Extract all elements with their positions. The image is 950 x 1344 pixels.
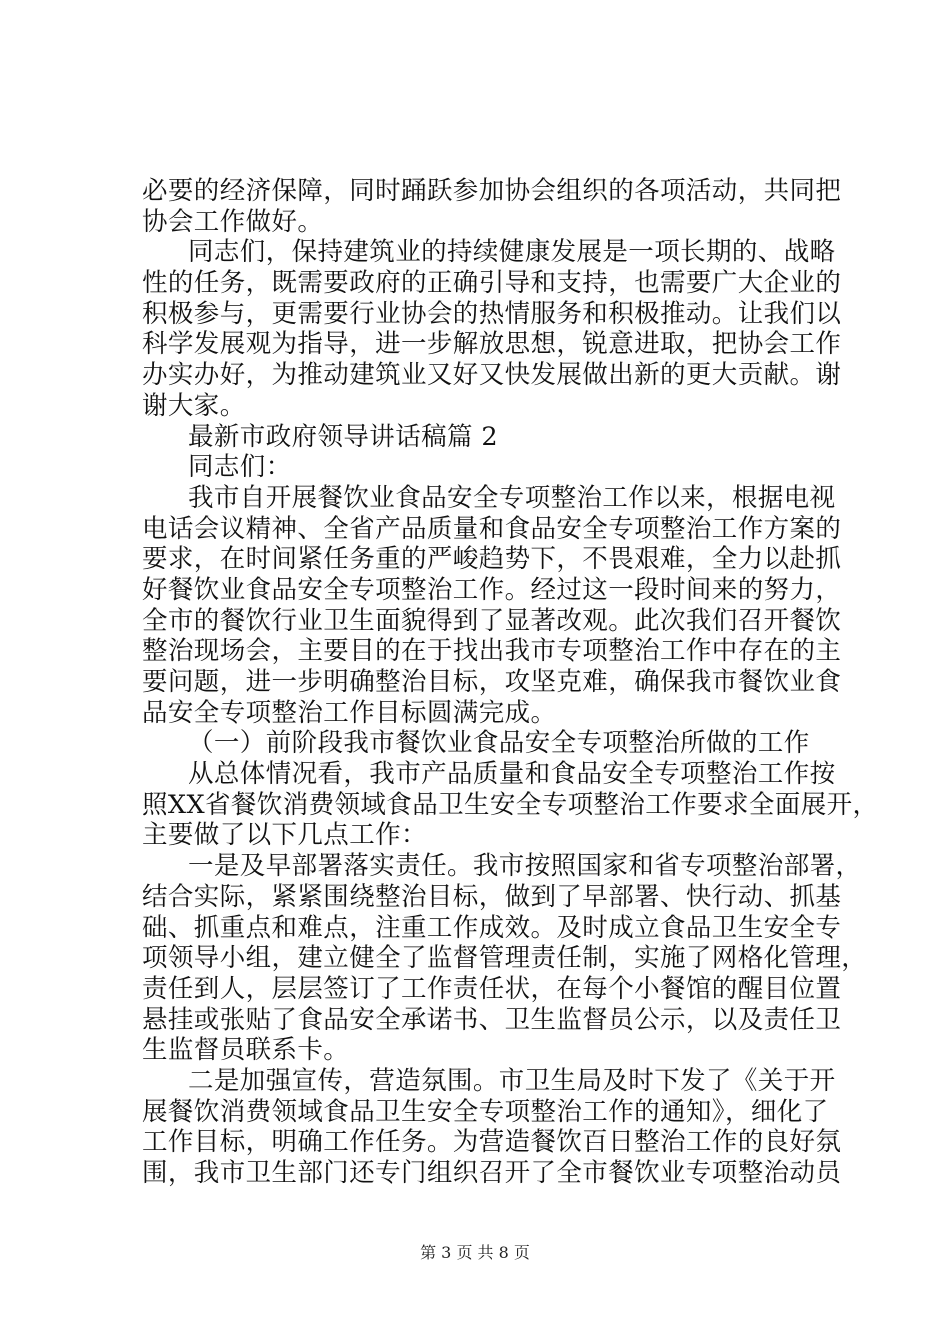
text-line: （一）前阶段我市餐饮业食品安全专项整治所做的工作 — [188, 728, 810, 759]
text-line: 主要做了以下几点工作： — [142, 820, 427, 851]
text-line: 要问题，进一步明确整治目标，攻坚克难，确保我市餐饮业食 — [142, 667, 842, 697]
text-line: 一是及早部署落实责任。我市按照国家和省专项整治部署， — [188, 851, 862, 882]
text-line: 照XX省餐饮消费领域食品卫生安全专项整治工作要求全面展开， — [142, 789, 879, 820]
text-line: 电话会议精神、全省产品质量和食品安全专项整治工作方案的 — [142, 513, 842, 544]
text-line: 础、抓重点和难点，注重工作成效。及时成立食品卫生安全专 — [142, 912, 842, 943]
text-line: 品安全专项整治工作目标圆满完成。 — [142, 697, 557, 728]
text-line: 性的任务，既需要政府的正确引导和支持，也需要广大企业的 — [142, 268, 842, 299]
text-line: 必要的经济保障，同时踊跃参加协会组织的各项活动，共同把 — [142, 176, 842, 206]
text-line: 围，我市卫生部门还专门组织召开了全市餐饮业专项整治动员 — [142, 1158, 842, 1188]
text-line: 项领导小组，建立健全了监督管理责任制，实施了网格化管理， — [142, 943, 868, 974]
text-line: 同志们： — [188, 452, 292, 483]
text-line: 工作目标，明确工作任务。为营造餐饮百日整治工作的良好氛 — [142, 1127, 842, 1158]
text-line: 好餐饮业食品安全专项整治工作。经过这一段时间来的努力， — [142, 574, 842, 605]
text-line: 整治现场会，主要目的在于找出我市专项整治工作中存在的主 — [142, 636, 842, 667]
text-line: 积极参与，更需要行业协会的热情服务和积极推动。让我们以 — [142, 298, 842, 329]
page-footer: 第 3 页 共 8 页 — [420, 1243, 530, 1262]
text-line: 二是加强宣传，营造氛围。市卫生局及时下发了《关于开 — [188, 1065, 836, 1096]
text-line: 从总体情况看，我市产品质量和食品安全专项整治工作按 — [188, 759, 836, 790]
text-line: 谢大家。 — [142, 390, 246, 421]
text-line: 协会工作做好。 — [142, 206, 324, 237]
text-line: 结合实际，紧紧围绕整治目标，做到了早部署、快行动、抓基 — [142, 881, 842, 912]
text-line: 悬挂或张贴了食品安全承诺书、卫生监督员公示，以及责任卫 — [142, 1004, 842, 1035]
text-line: 科学发展观为指导，进一步解放思想，锐意进取，把协会工作 — [142, 329, 842, 360]
text-line: 我市自开展餐饮业食品安全专项整治工作以来，根据电视 — [188, 482, 836, 513]
text-line: 同志们，保持建筑业的持续健康发展是一项长期的、战略 — [188, 237, 836, 268]
text-line: 展餐饮消费领域食品卫生安全专项整治工作的通知》，细化了 — [142, 1096, 829, 1127]
text-line: 全市的餐饮行业卫生面貌得到了显著改观。此次我们召开餐饮 — [142, 605, 842, 636]
text-line: 办实办好，为推动建筑业又好又快发展做出新的更大贡献。谢 — [142, 360, 842, 391]
text-line: 生监督员联系卡。 — [142, 1035, 350, 1066]
text-line: 最新市政府领导讲话稿篇 2 — [188, 421, 499, 452]
body-text — [142, 176, 879, 1189]
text-line: 责任到人，层层签订了工作责任状，在每个小餐馆的醒目位置 — [142, 973, 842, 1004]
text-line: 要求，在时间紧任务重的严峻趋势下，不畏艰难，全力以赴抓 — [142, 544, 842, 575]
